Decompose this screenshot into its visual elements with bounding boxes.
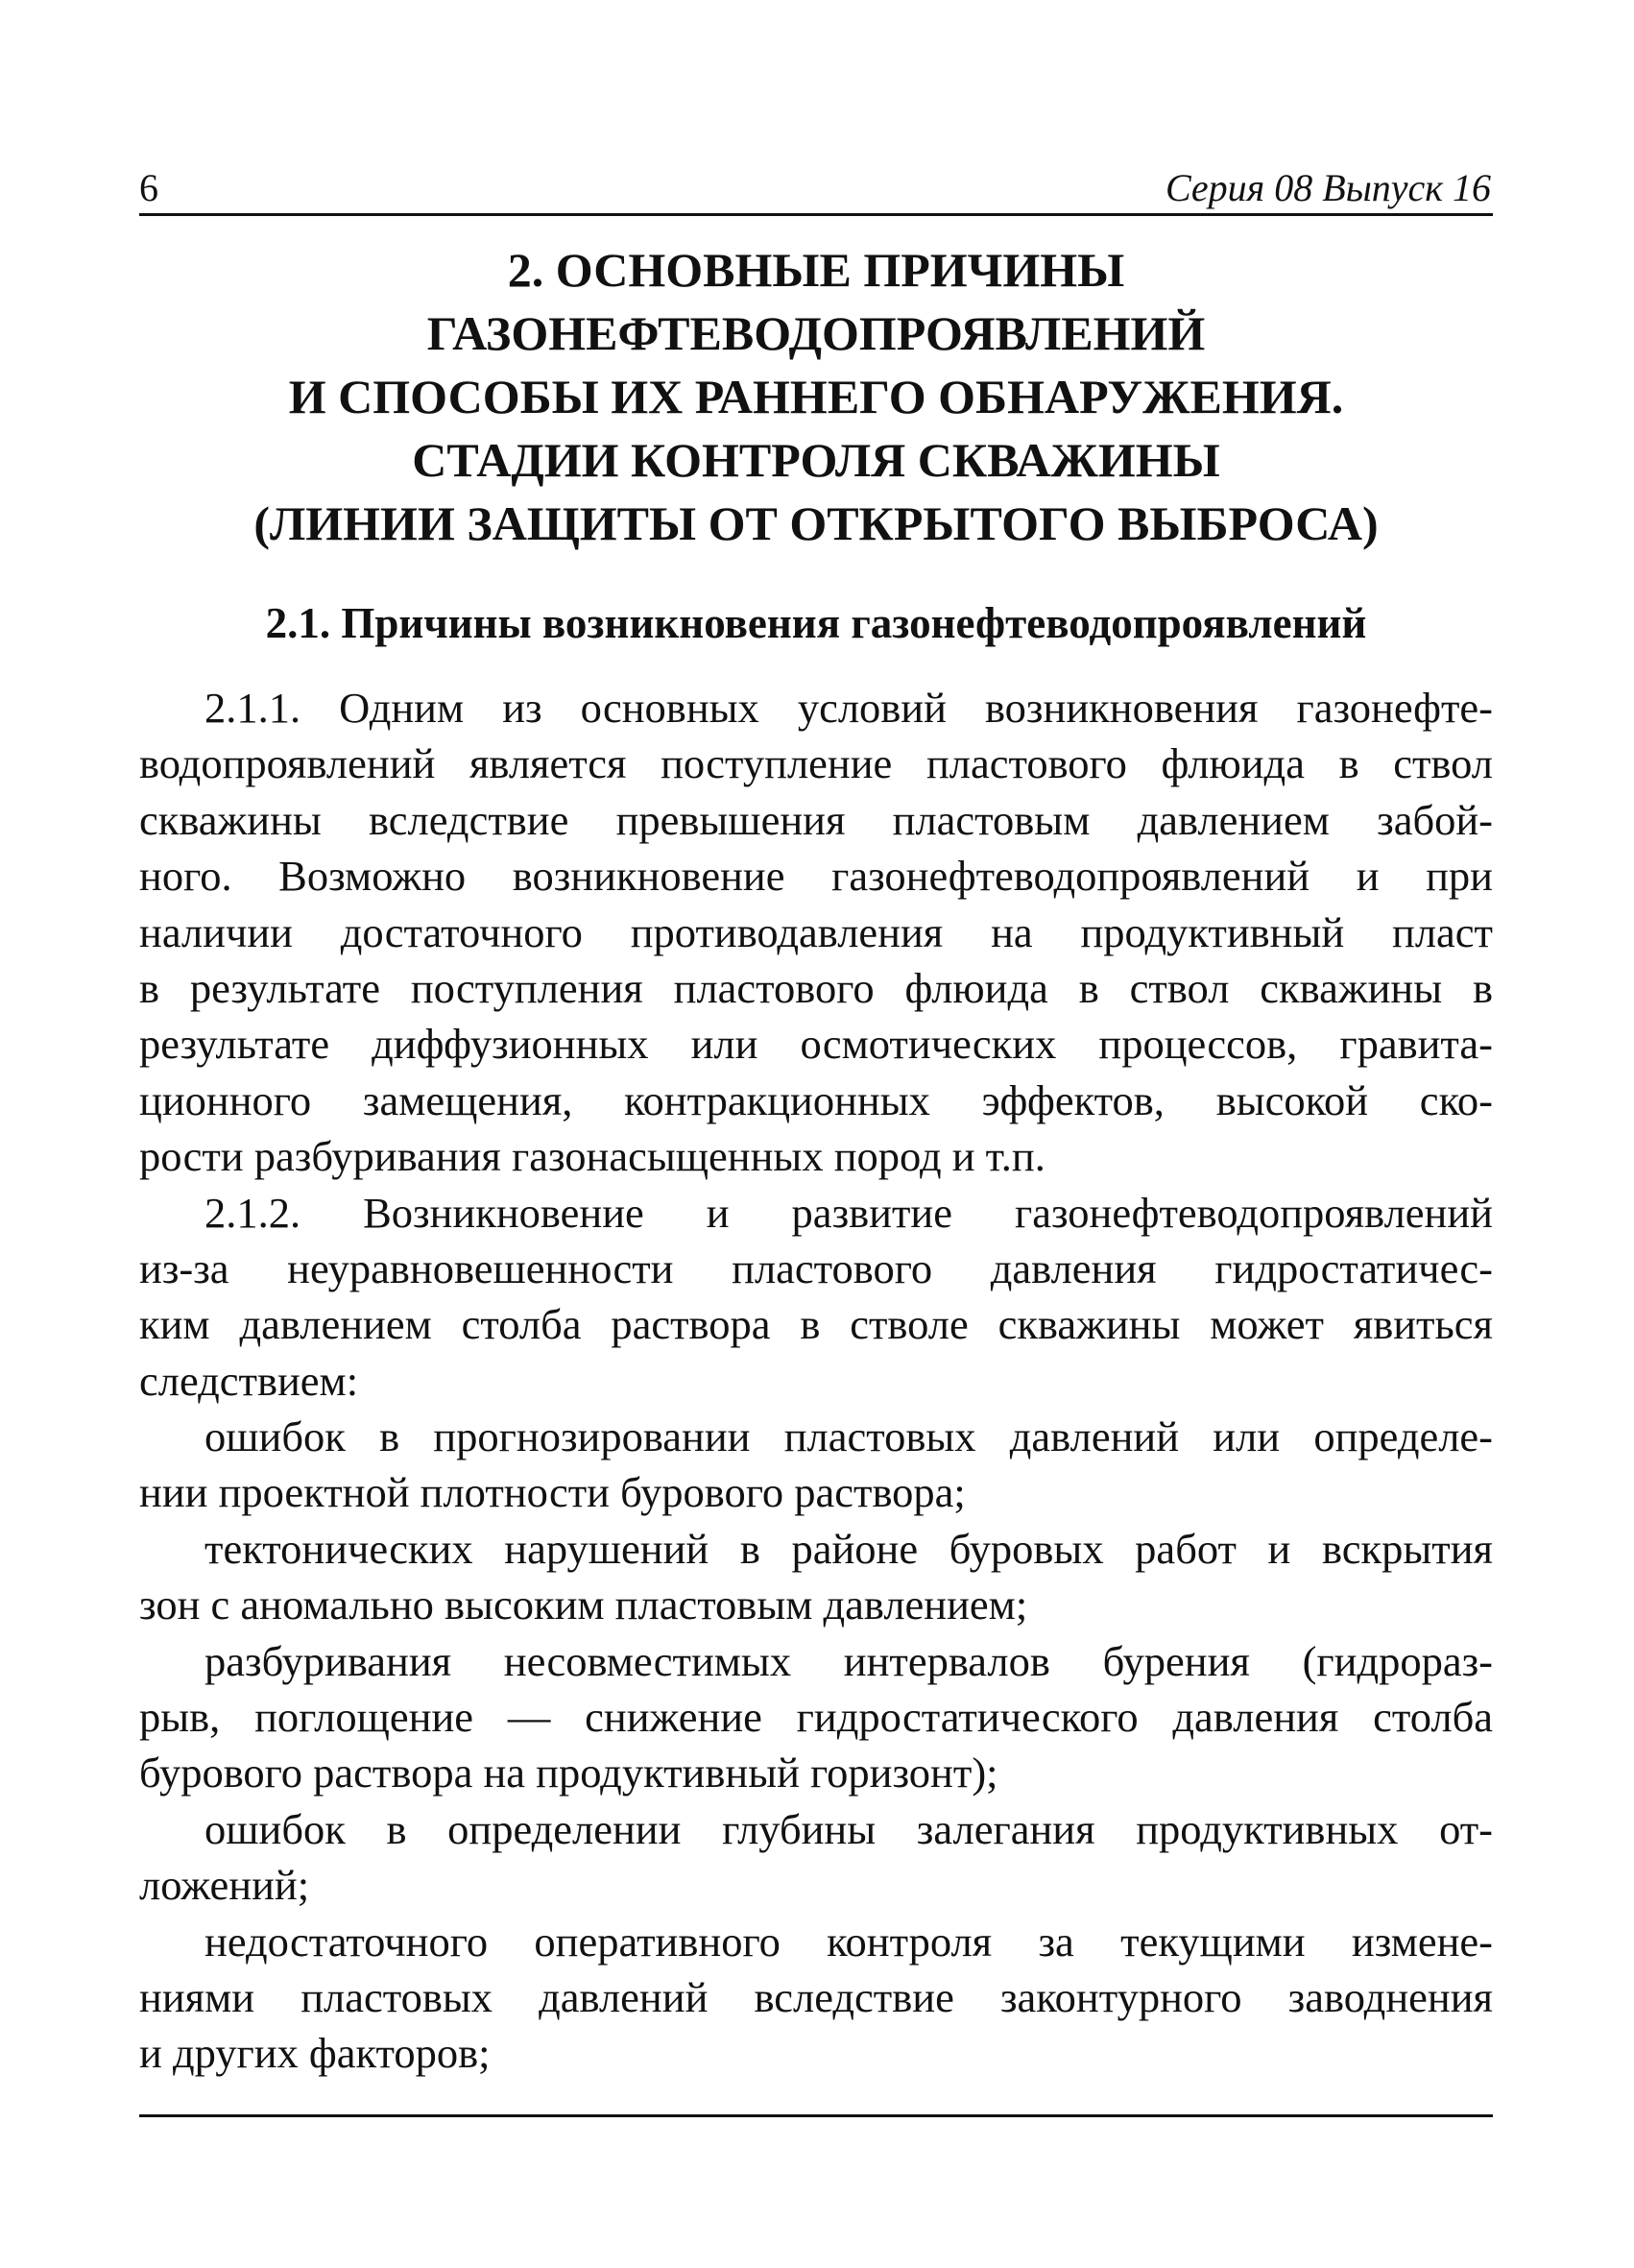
text-line: 2.1.2. Возникновение и развитие газонефтеводопроявлений bbox=[204, 1188, 1493, 1237]
text-line: ошибок в прогнозировании пластовых давлений или определе- bbox=[204, 1412, 1493, 1461]
chapter-title-line: 2. ОСНОВНЫЕ ПРИЧИНЫ bbox=[507, 243, 1125, 297]
running-header bbox=[139, 163, 1493, 216]
chapter-title-line: И СПОСОБЫ ИХ РАННЕГО ОБНАРУЖЕНИЯ. bbox=[288, 370, 1344, 423]
text-line: разбуривания несовместимых интервалов бурения (гидрораз- bbox=[204, 1636, 1493, 1685]
body-text bbox=[139, 680, 1493, 2082]
text-line: из-за неуравновешенности пластового давления гидростатичес- bbox=[139, 1243, 1493, 1292]
series-label: Серия 08 Выпуск 16 bbox=[1165, 166, 1491, 209]
text-line: нии проектной плотности бурового раствора; bbox=[139, 1468, 966, 1517]
text-line: следствием: bbox=[139, 1356, 359, 1405]
text-line: недостаточного оперативного контроля за текущими измене- bbox=[204, 1917, 1493, 1966]
text-line: рости разбуривания газонасыщенных пород и т.п. bbox=[139, 1132, 1045, 1181]
chapter-title-line: (ЛИНИИ ЗАЩИТЫ ОТ ОТКРЫТОГО ВЫБРОСА) bbox=[253, 496, 1379, 550]
text-line: зон с аномально высоким пластовым давлением; bbox=[139, 1580, 1028, 1629]
text-line: ниями пластовых давлений вследствие законтурного заводнения bbox=[139, 1972, 1493, 2021]
page-number: 6 bbox=[139, 166, 158, 209]
text-line: ошибок в определении глубины залегания продуктивных от- bbox=[204, 1804, 1493, 1853]
text-line: наличии достаточного противодавления на продуктивный пласт bbox=[139, 907, 1493, 956]
text-line: скважины вследствие превышения пластовым давлением забой- bbox=[139, 795, 1493, 844]
section-heading: 2.1. Причины возникновения газонефтеводопроявлений bbox=[265, 599, 1367, 647]
text-line: ким давлением столба раствора в стволе скважины может явиться bbox=[139, 1300, 1493, 1349]
text-line: ного. Возможно возникновение газонефтеводопроявлений и при bbox=[139, 852, 1493, 901]
text-line: 2.1.1. Одним из основных условий возникновения газонефте- bbox=[204, 684, 1493, 732]
text-line: в результате поступления пластового флюида в ствол скважины в bbox=[139, 963, 1493, 1012]
text-line: водопроявлений является поступление пластового флюида в ствол bbox=[139, 739, 1493, 788]
chapter-title bbox=[139, 238, 1493, 555]
bottom-divider bbox=[139, 2114, 1493, 2117]
text-line: рыв, поглощение — снижение гидростатического давления столба bbox=[139, 1693, 1493, 1742]
text-line: и других факторов; bbox=[139, 2029, 491, 2078]
text-line: тектонических нарушений в районе буровых работ и вскрытия bbox=[204, 1524, 1493, 1573]
chapter-title-line: СТАДИИ КОНТРОЛЯ СКВАЖИНЫ bbox=[412, 433, 1220, 487]
chapter-title-line: ГАЗОНЕФТЕВОДОПРОЯВЛЕНИЙ bbox=[426, 306, 1206, 360]
text-line: бурового раствора на продуктивный горизонт); bbox=[139, 1749, 998, 1798]
text-line: ционного замещения, контракционных эффектов, высокой ско- bbox=[139, 1075, 1493, 1124]
text-line: результате диффузионных или осмотических процессов, гравита- bbox=[139, 1020, 1493, 1069]
text-line: ложений; bbox=[139, 1861, 310, 1910]
